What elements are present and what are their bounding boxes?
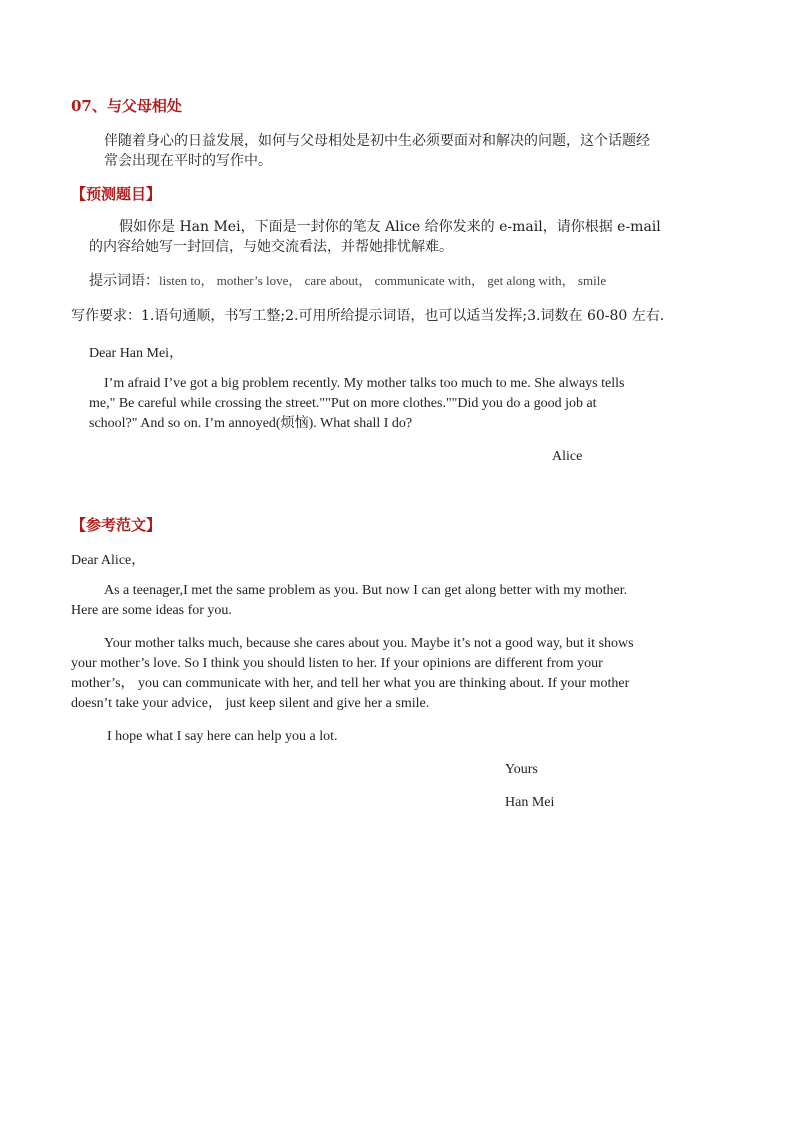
- sample-paragraph-1: [71, 581, 627, 621]
- sample-p1-line-2: Here are some ideas for you.: [71, 603, 232, 618]
- sample-paragraph-2: [71, 634, 634, 714]
- sample-greeting: Dear Alice，: [71, 553, 146, 568]
- intro-line-1: 伴随着身心的日益发展，如何与父母相处是初中生必须要面对和解决的问题，这个话题经: [104, 133, 650, 149]
- hint-words: listen to， mother’s love， care about， communicate with， get along with， smile: [159, 273, 607, 288]
- sample-p1-line-1: As a teenager,I met the same problem as you. But now I can get along better with my mother.: [104, 583, 628, 598]
- sample-closing: Yours: [505, 762, 538, 777]
- sample-signature: Han Mei: [505, 795, 555, 810]
- sample-paragraph-3: I hope what I say here can help you a lot.: [107, 729, 338, 744]
- sample-p2-line-1: Your mother talks much, because she cares about you. Maybe it’s not a good way, but it shows: [104, 636, 634, 651]
- letter-signature: Alice: [552, 449, 583, 464]
- sample-p2-line-3: mother’s， you can communicate with her, and tell her what you are thinking about. If your mother: [71, 676, 630, 691]
- letter-body-line-2: me," Be careful while crossing the street.""Put on more clothes.""Did you do a good job at: [89, 396, 597, 411]
- prompt-heading: 【预测题目】: [71, 185, 162, 203]
- sample-heading: 【参考范文】: [71, 516, 162, 534]
- letter-body-line-1: I’m afraid I’ve got a big problem recently. My mother talks too much to me. She always tells: [104, 376, 625, 391]
- section-title: 07、与父母相处: [71, 97, 182, 115]
- intro-line-2: 常会出现在平时的写作中。: [104, 153, 272, 169]
- requirements: 写作要求：1.语句通顺，书写工整;2.可用所给提示词语，也可以适当发挥;3.词数在 60-80 左右.: [71, 308, 665, 324]
- hint-label: 提示词语：: [89, 273, 159, 289]
- task-line-2: 的内容给她写一封回信，与她交流看法，并帮她排忧解难。: [89, 239, 453, 255]
- hint-row: [89, 270, 606, 290]
- letter-greeting: Dear Han Mei，: [89, 346, 184, 361]
- sample-p2-line-4: doesn’t take your advice， just keep silent and give her a smile.: [71, 696, 430, 711]
- sample-p2-line-2: your mother’s love. So I think you should listen to her. If your opinions are different from your: [71, 656, 603, 671]
- letter-body-line-3: school?" And so on. I’m annoyed(烦恼). What shall I do?: [89, 416, 413, 431]
- letter-body: [89, 374, 624, 434]
- task-line-1: 假如你是 Han Mei，下面是一封你的笔友 Alice 给你发来的 e-mail，请你根据 e-mail: [119, 219, 661, 235]
